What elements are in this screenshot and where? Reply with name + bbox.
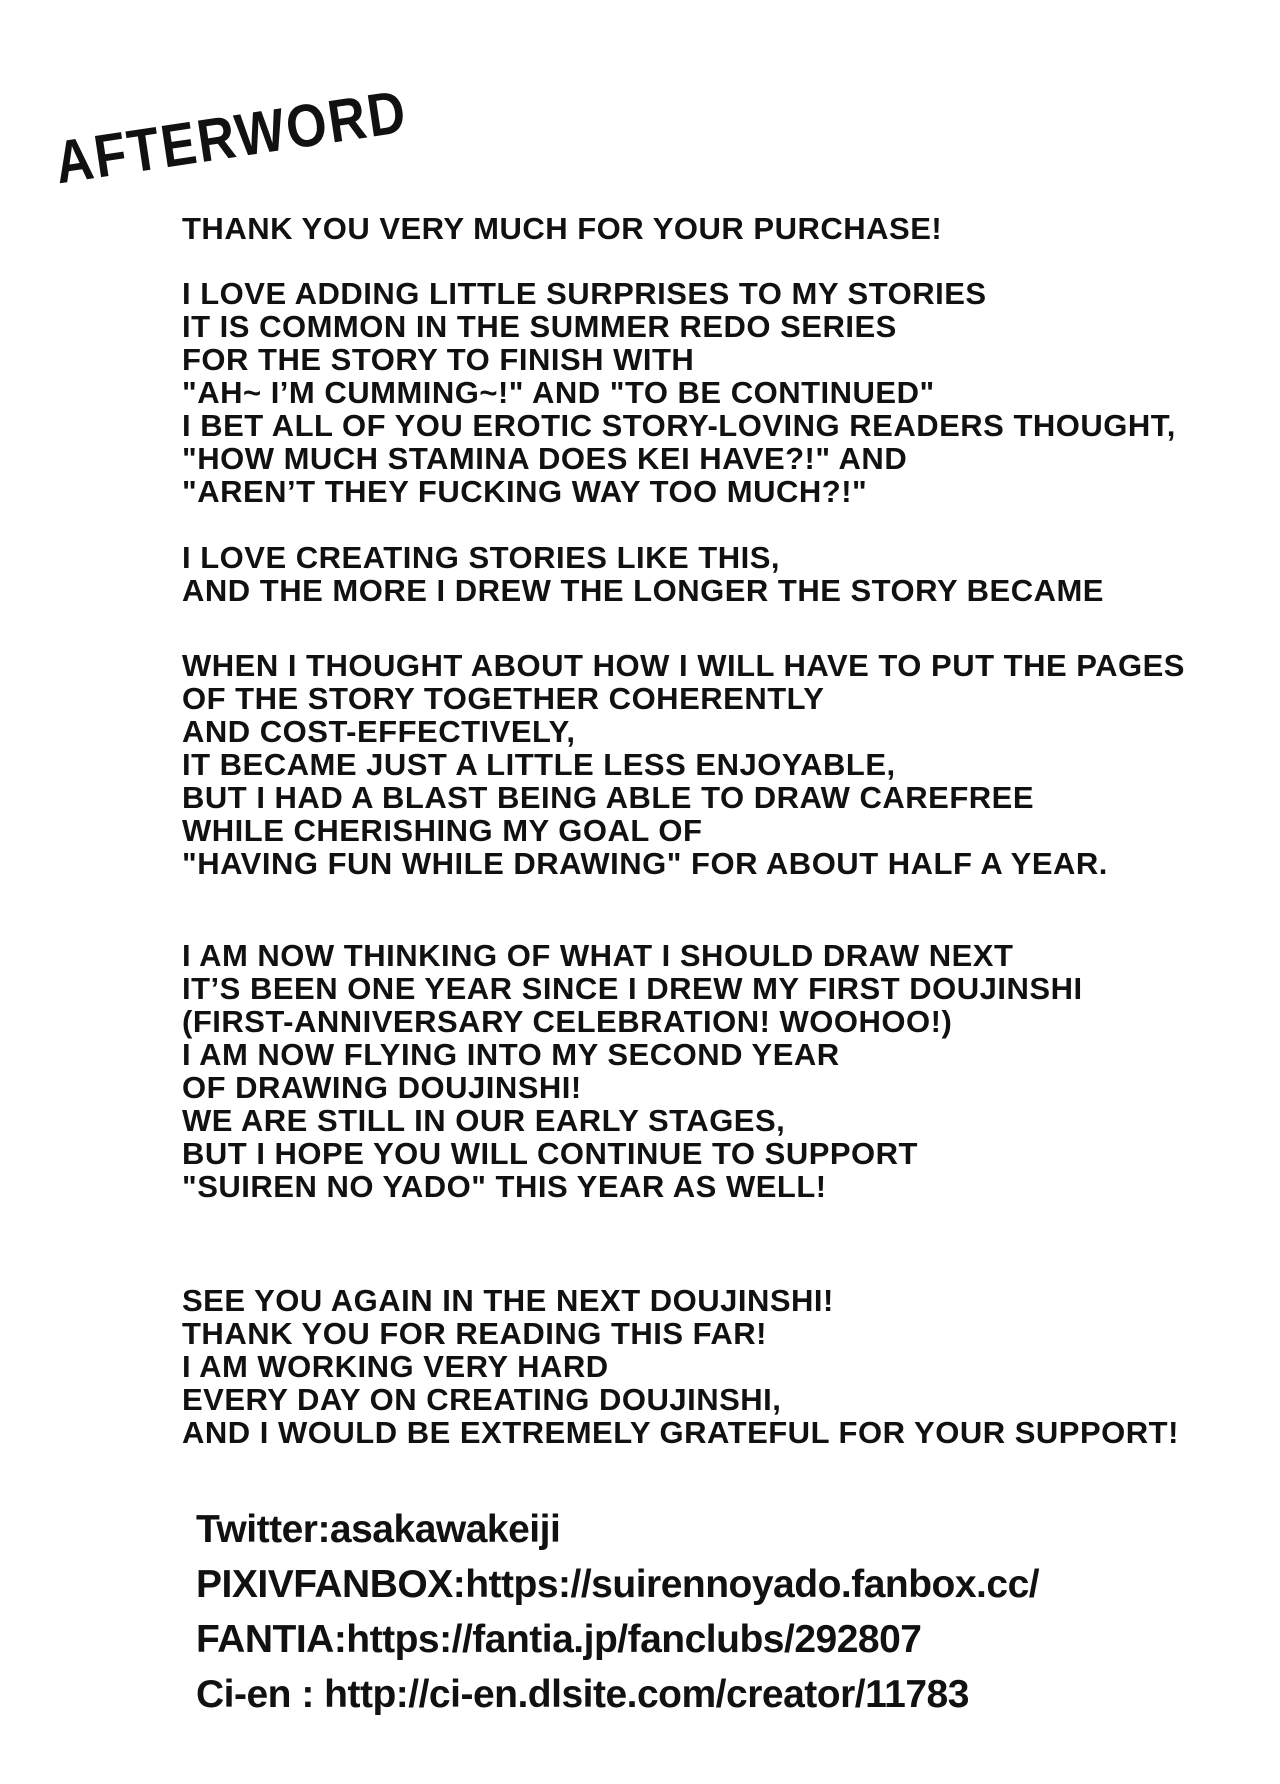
text-line: OF DRAWING DOUJINSHI! bbox=[182, 1070, 582, 1105]
text-line: BUT I HAD A BLAST BEING ABLE TO DRAW CAREFREE bbox=[182, 780, 1035, 815]
text-line: SEE YOU AGAIN IN THE NEXT DOUJINSHI! bbox=[182, 1283, 834, 1318]
text-line: AND COST-EFFECTIVELY, bbox=[182, 714, 576, 749]
text-line: AND THE MORE I DREW THE LONGER THE STORY BECAME bbox=[182, 573, 1104, 608]
text-line: AND I WOULD BE EXTREMELY GRATEFUL FOR YOUR SUPPORT! bbox=[182, 1415, 1179, 1450]
text-line: BUT I HOPE YOU WILL CONTINUE TO SUPPORT bbox=[182, 1136, 918, 1171]
text-line: I BET ALL OF YOU EROTIC STORY-LOVING READERS THOUGHT, bbox=[182, 408, 1176, 443]
paragraph-purchase-thanks bbox=[182, 212, 942, 245]
text-line: FOR THE STORY TO FINISH WITH bbox=[182, 342, 695, 377]
text-line: (FIRST-ANNIVERSARY CELEBRATION! WOOHOO!) bbox=[182, 1004, 953, 1039]
text-line: IT IS COMMON IN THE SUMMER REDO SERIES bbox=[182, 309, 897, 344]
paragraph-creating-stories bbox=[182, 541, 1104, 607]
text-line: IT BECAME JUST A LITTLE LESS ENJOYABLE, bbox=[182, 747, 896, 782]
text-line: THANK YOU FOR READING THIS FAR! bbox=[182, 1316, 767, 1351]
text-line: THANK YOU VERY MUCH FOR YOUR PURCHASE! bbox=[182, 211, 943, 246]
fantia-url-line: FANTIA:https://fantia.jp/fanclubs/292807 bbox=[196, 1618, 922, 1661]
text-line: OF THE STORY TOGETHER COHERENTLY bbox=[182, 681, 825, 716]
text-line: WHILE CHERISHING MY GOAL OF bbox=[182, 813, 703, 848]
paragraph-anniversary bbox=[182, 939, 1083, 1203]
pixiv-fanbox-url-line: PIXIVFANBOX:https://suirennoyado.fanbox.cc/ bbox=[196, 1563, 1040, 1606]
text-line: I AM NOW THINKING OF WHAT I SHOULD DRAW NEXT bbox=[182, 938, 1014, 973]
text-line: I LOVE ADDING LITTLE SURPRISES TO MY STORIES bbox=[182, 276, 987, 311]
contact-links-section bbox=[196, 1502, 1039, 1722]
text-line: "AREN’T THEY FUCKING WAY TOO MUCH?!" bbox=[182, 474, 868, 509]
text-line: IT’S BEEN ONE YEAR SINCE I DREW MY FIRST DOUJINSHI bbox=[182, 971, 1083, 1006]
page-title: AFTERWORD bbox=[50, 78, 412, 198]
text-line: I LOVE CREATING STORIES LIKE THIS, bbox=[182, 540, 781, 575]
text-line: EVERY DAY ON CREATING DOUJINSHI, bbox=[182, 1382, 782, 1417]
ci-en-url-line: Ci-en : http://ci-en.dlsite.com/creator/11783 bbox=[196, 1673, 969, 1716]
twitter-handle-line: Twitter:asakawakeiji bbox=[196, 1508, 561, 1551]
text-line: WE ARE STILL IN OUR EARLY STAGES, bbox=[182, 1103, 786, 1138]
text-line: WHEN I THOUGHT ABOUT HOW I WILL HAVE TO PUT THE PAGES bbox=[182, 648, 1185, 683]
text-line: "SUIREN NO YADO" THIS YEAR AS WELL! bbox=[182, 1169, 827, 1204]
text-line: "HOW MUCH STAMINA DOES KEI HAVE?!" AND bbox=[182, 441, 908, 476]
text-line: "AH~ I’M CUMMING~!" AND "TO BE CONTINUED" bbox=[182, 375, 935, 410]
text-line: I AM WORKING VERY HARD bbox=[182, 1349, 609, 1384]
paragraph-surprises bbox=[182, 277, 1176, 508]
text-line: I AM NOW FLYING INTO MY SECOND YEAR bbox=[182, 1037, 840, 1072]
text-line: "HAVING FUN WHILE DRAWING" FOR ABOUT HALF A YEAR. bbox=[182, 846, 1108, 881]
paragraph-production-thoughts bbox=[182, 649, 1185, 880]
paragraph-farewell bbox=[182, 1284, 1179, 1449]
